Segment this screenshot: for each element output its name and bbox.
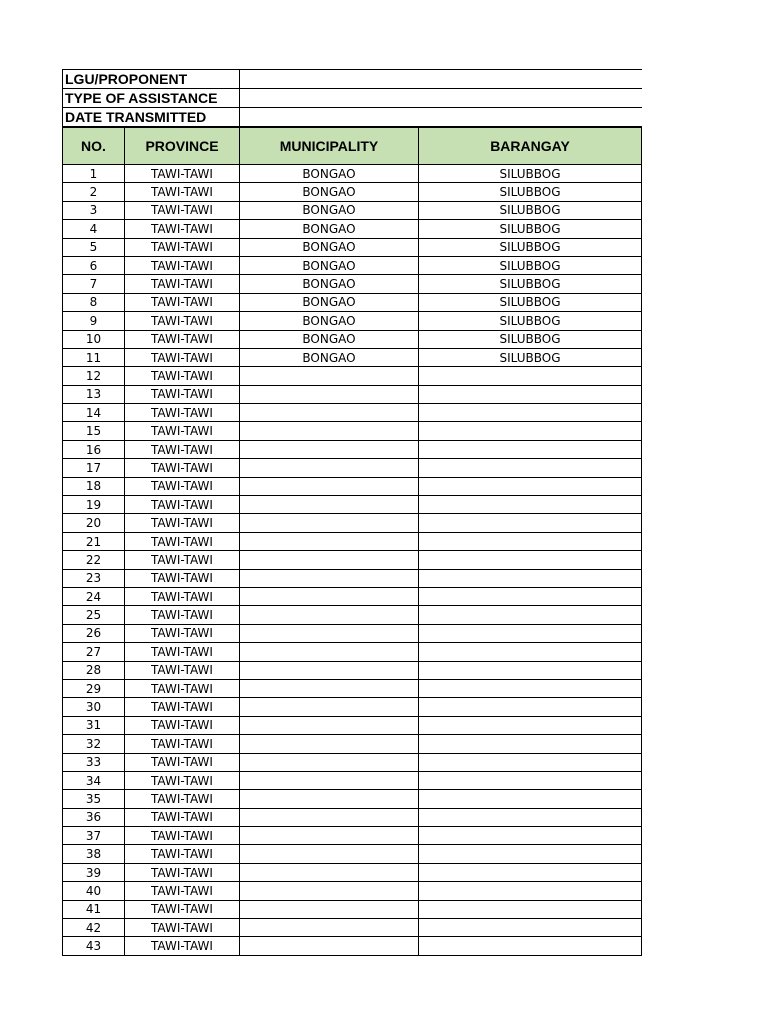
cell-no[interactable]: 12 bbox=[63, 367, 125, 385]
table-row bbox=[63, 165, 642, 183]
cell-barangay[interactable] bbox=[419, 422, 642, 440]
cell-province[interactable]: TAWI-TAWI bbox=[125, 165, 240, 183]
cell-municipality[interactable] bbox=[240, 569, 419, 587]
cell-no[interactable]: 43 bbox=[63, 937, 125, 955]
cell-no[interactable]: 39 bbox=[63, 863, 125, 881]
cell-no[interactable]: 8 bbox=[63, 293, 125, 311]
cell-barangay[interactable] bbox=[419, 827, 642, 845]
cell-province[interactable]: TAWI-TAWI bbox=[125, 496, 240, 514]
table-row bbox=[63, 183, 642, 201]
cell-municipality[interactable] bbox=[240, 532, 419, 550]
cell-barangay[interactable]: SILUBBOG bbox=[419, 220, 642, 238]
cell-barangay[interactable] bbox=[419, 698, 642, 716]
meta-row-date bbox=[63, 108, 642, 127]
cell-barangay[interactable] bbox=[419, 900, 642, 918]
cell-no[interactable]: 24 bbox=[63, 587, 125, 605]
cell-municipality[interactable]: BONGAO bbox=[240, 275, 419, 293]
cell-province[interactable]: TAWI-TAWI bbox=[125, 937, 240, 955]
cell-no[interactable]: 14 bbox=[63, 404, 125, 422]
spreadsheet-sheet bbox=[62, 69, 641, 956]
cell-barangay[interactable] bbox=[419, 735, 642, 753]
cell-barangay[interactable] bbox=[419, 569, 642, 587]
cell-municipality[interactable] bbox=[240, 477, 419, 495]
cell-barangay[interactable] bbox=[419, 496, 642, 514]
table-row bbox=[63, 716, 642, 734]
cell-province[interactable]: TAWI-TAWI bbox=[125, 845, 240, 863]
table-row bbox=[63, 440, 642, 458]
cell-barangay[interactable] bbox=[419, 716, 642, 734]
cell-province[interactable]: TAWI-TAWI bbox=[125, 643, 240, 661]
cell-no[interactable]: 25 bbox=[63, 606, 125, 624]
cell-province[interactable]: TAWI-TAWI bbox=[125, 514, 240, 532]
cell-barangay[interactable] bbox=[419, 532, 642, 550]
cell-municipality[interactable]: BONGAO bbox=[240, 330, 419, 348]
cell-no[interactable]: 41 bbox=[63, 900, 125, 918]
cell-barangay[interactable] bbox=[419, 459, 642, 477]
cell-municipality[interactable]: BONGAO bbox=[240, 183, 419, 201]
cell-municipality[interactable] bbox=[240, 661, 419, 679]
cell-province[interactable]: TAWI-TAWI bbox=[125, 293, 240, 311]
table-row bbox=[63, 514, 642, 532]
cell-municipality[interactable] bbox=[240, 404, 419, 422]
table-row bbox=[63, 275, 642, 293]
cell-no[interactable]: 19 bbox=[63, 496, 125, 514]
cell-province[interactable]: TAWI-TAWI bbox=[125, 385, 240, 403]
cell-no[interactable]: 13 bbox=[63, 385, 125, 403]
cell-municipality[interactable] bbox=[240, 771, 419, 789]
cell-no[interactable]: 31 bbox=[63, 716, 125, 734]
cell-province[interactable]: TAWI-TAWI bbox=[125, 440, 240, 458]
cell-municipality[interactable] bbox=[240, 440, 419, 458]
cell-province[interactable]: TAWI-TAWI bbox=[125, 587, 240, 605]
cell-municipality[interactable]: BONGAO bbox=[240, 312, 419, 330]
cell-no[interactable]: 20 bbox=[63, 514, 125, 532]
table-row bbox=[63, 459, 642, 477]
cell-province[interactable]: TAWI-TAWI bbox=[125, 422, 240, 440]
table-row bbox=[63, 348, 642, 366]
table-row bbox=[63, 679, 642, 697]
cell-municipality[interactable]: BONGAO bbox=[240, 238, 419, 256]
cell-no[interactable]: 28 bbox=[63, 661, 125, 679]
cell-province[interactable]: TAWI-TAWI bbox=[125, 790, 240, 808]
table-row bbox=[63, 385, 642, 403]
cell-province[interactable]: TAWI-TAWI bbox=[125, 459, 240, 477]
table-row bbox=[63, 220, 642, 238]
cell-municipality[interactable] bbox=[240, 900, 419, 918]
table-row bbox=[63, 624, 642, 642]
table-row bbox=[63, 735, 642, 753]
table-row bbox=[63, 496, 642, 514]
cell-no[interactable]: 21 bbox=[63, 532, 125, 550]
table-row bbox=[63, 201, 642, 219]
cell-no[interactable]: 35 bbox=[63, 790, 125, 808]
table-row bbox=[63, 863, 642, 881]
table-row bbox=[63, 643, 642, 661]
cell-no[interactable]: 4 bbox=[63, 220, 125, 238]
table-row bbox=[63, 900, 642, 918]
cell-no[interactable]: 17 bbox=[63, 459, 125, 477]
cell-no[interactable]: 29 bbox=[63, 679, 125, 697]
table-row bbox=[63, 661, 642, 679]
cell-barangay[interactable] bbox=[419, 367, 642, 385]
cell-municipality[interactable]: BONGAO bbox=[240, 220, 419, 238]
cell-no[interactable]: 15 bbox=[63, 422, 125, 440]
table-row bbox=[63, 293, 642, 311]
cell-barangay[interactable] bbox=[419, 790, 642, 808]
cell-municipality[interactable] bbox=[240, 587, 419, 605]
cell-municipality[interactable] bbox=[240, 496, 419, 514]
table-row bbox=[63, 606, 642, 624]
table-row bbox=[63, 569, 642, 587]
cell-no[interactable]: 38 bbox=[63, 845, 125, 863]
cell-province[interactable]: TAWI-TAWI bbox=[125, 238, 240, 256]
table-row bbox=[63, 753, 642, 771]
cell-barangay[interactable]: SILUBBOG bbox=[419, 275, 642, 293]
cell-barangay[interactable] bbox=[419, 679, 642, 697]
cell-no[interactable]: 1 bbox=[63, 165, 125, 183]
cell-barangay[interactable] bbox=[419, 551, 642, 569]
cell-municipality[interactable] bbox=[240, 863, 419, 881]
cell-municipality[interactable] bbox=[240, 698, 419, 716]
table-row bbox=[63, 238, 642, 256]
cell-province[interactable]: TAWI-TAWI bbox=[125, 569, 240, 587]
cell-barangay[interactable] bbox=[419, 404, 642, 422]
cell-province[interactable]: TAWI-TAWI bbox=[125, 735, 240, 753]
cell-barangay[interactable] bbox=[419, 863, 642, 881]
cell-barangay[interactable]: SILUBBOG bbox=[419, 256, 642, 274]
cell-barangay[interactable]: SILUBBOG bbox=[419, 312, 642, 330]
cell-barangay[interactable]: SILUBBOG bbox=[419, 348, 642, 366]
cell-municipality[interactable] bbox=[240, 735, 419, 753]
cell-municipality[interactable] bbox=[240, 937, 419, 955]
cell-municipality[interactable] bbox=[240, 643, 419, 661]
cell-barangay[interactable] bbox=[419, 587, 642, 605]
table-row bbox=[63, 771, 642, 789]
cell-province[interactable]: TAWI-TAWI bbox=[125, 275, 240, 293]
cell-municipality[interactable] bbox=[240, 716, 419, 734]
cell-no[interactable]: 33 bbox=[63, 753, 125, 771]
table-row bbox=[63, 919, 642, 937]
beneficiary-table bbox=[62, 127, 642, 956]
cell-no[interactable]: 34 bbox=[63, 771, 125, 789]
meta-value-lgu-proponent[interactable] bbox=[240, 70, 642, 89]
cell-municipality[interactable] bbox=[240, 845, 419, 863]
column-header-no: NO. bbox=[63, 128, 125, 165]
table-row bbox=[63, 367, 642, 385]
cell-municipality[interactable]: BONGAO bbox=[240, 201, 419, 219]
cell-municipality[interactable] bbox=[240, 679, 419, 697]
cell-province[interactable]: TAWI-TAWI bbox=[125, 771, 240, 789]
cell-no[interactable]: 9 bbox=[63, 312, 125, 330]
cell-province[interactable]: TAWI-TAWI bbox=[125, 201, 240, 219]
cell-province[interactable]: TAWI-TAWI bbox=[125, 661, 240, 679]
cell-no[interactable]: 16 bbox=[63, 440, 125, 458]
cell-no[interactable]: 11 bbox=[63, 348, 125, 366]
table-row bbox=[63, 827, 642, 845]
cell-municipality[interactable] bbox=[240, 606, 419, 624]
cell-barangay[interactable] bbox=[419, 440, 642, 458]
cell-municipality[interactable] bbox=[240, 459, 419, 477]
table-row bbox=[63, 330, 642, 348]
meta-label-date-transmitted: DATE TRANSMITTED bbox=[63, 108, 240, 127]
table-row bbox=[63, 808, 642, 826]
cell-barangay[interactable] bbox=[419, 937, 642, 955]
cell-no[interactable]: 3 bbox=[63, 201, 125, 219]
table-row bbox=[63, 551, 642, 569]
cell-province[interactable]: TAWI-TAWI bbox=[125, 716, 240, 734]
cell-municipality[interactable] bbox=[240, 790, 419, 808]
cell-no[interactable]: 42 bbox=[63, 919, 125, 937]
meta-value-type-of-assistance[interactable] bbox=[240, 89, 642, 108]
cell-barangay[interactable] bbox=[419, 882, 642, 900]
table-row bbox=[63, 698, 642, 716]
cell-municipality[interactable]: BONGAO bbox=[240, 256, 419, 274]
cell-municipality[interactable] bbox=[240, 514, 419, 532]
cell-municipality[interactable] bbox=[240, 808, 419, 826]
cell-no[interactable]: 18 bbox=[63, 477, 125, 495]
meta-label-lgu-proponent: LGU/PROPONENT bbox=[63, 70, 240, 89]
cell-province[interactable]: TAWI-TAWI bbox=[125, 882, 240, 900]
table-row bbox=[63, 587, 642, 605]
cell-barangay[interactable]: SILUBBOG bbox=[419, 238, 642, 256]
table-row bbox=[63, 882, 642, 900]
cell-province[interactable]: TAWI-TAWI bbox=[125, 404, 240, 422]
column-header-municipality: MUNICIPALITY bbox=[240, 128, 419, 165]
cell-barangay[interactable]: SILUBBOG bbox=[419, 201, 642, 219]
table-row bbox=[63, 256, 642, 274]
cell-no[interactable]: 26 bbox=[63, 624, 125, 642]
cell-barangay[interactable] bbox=[419, 771, 642, 789]
meta-table bbox=[62, 69, 642, 127]
cell-municipality[interactable] bbox=[240, 753, 419, 771]
cell-no[interactable]: 5 bbox=[63, 238, 125, 256]
cell-municipality[interactable]: BONGAO bbox=[240, 348, 419, 366]
table-row bbox=[63, 532, 642, 550]
cell-municipality[interactable] bbox=[240, 551, 419, 569]
cell-barangay[interactable] bbox=[419, 919, 642, 937]
cell-no[interactable]: 10 bbox=[63, 330, 125, 348]
cell-province[interactable]: TAWI-TAWI bbox=[125, 477, 240, 495]
cell-province[interactable]: TAWI-TAWI bbox=[125, 679, 240, 697]
cell-province[interactable]: TAWI-TAWI bbox=[125, 863, 240, 881]
cell-municipality[interactable] bbox=[240, 882, 419, 900]
column-header-province: PROVINCE bbox=[125, 128, 240, 165]
cell-province[interactable]: TAWI-TAWI bbox=[125, 919, 240, 937]
table-row bbox=[63, 937, 642, 955]
cell-province[interactable]: TAWI-TAWI bbox=[125, 551, 240, 569]
cell-municipality[interactable] bbox=[240, 827, 419, 845]
cell-barangay[interactable] bbox=[419, 661, 642, 679]
cell-municipality[interactable] bbox=[240, 367, 419, 385]
cell-no[interactable]: 2 bbox=[63, 183, 125, 201]
cell-municipality[interactable]: BONGAO bbox=[240, 165, 419, 183]
table-row bbox=[63, 477, 642, 495]
cell-province[interactable]: TAWI-TAWI bbox=[125, 532, 240, 550]
meta-label-type-of-assistance: TYPE OF ASSISTANCE bbox=[63, 89, 240, 108]
cell-municipality[interactable]: BONGAO bbox=[240, 293, 419, 311]
cell-barangay[interactable] bbox=[419, 808, 642, 826]
table-row bbox=[63, 312, 642, 330]
cell-barangay[interactable] bbox=[419, 845, 642, 863]
cell-province[interactable]: TAWI-TAWI bbox=[125, 900, 240, 918]
cell-no[interactable]: 27 bbox=[63, 643, 125, 661]
cell-municipality[interactable] bbox=[240, 422, 419, 440]
cell-province[interactable]: TAWI-TAWI bbox=[125, 606, 240, 624]
cell-no[interactable]: 32 bbox=[63, 735, 125, 753]
cell-barangay[interactable] bbox=[419, 624, 642, 642]
meta-value-date-transmitted[interactable] bbox=[240, 108, 642, 127]
cell-municipality[interactable] bbox=[240, 919, 419, 937]
column-header-barangay: BARANGAY bbox=[419, 128, 642, 165]
table-row bbox=[63, 404, 642, 422]
table-row bbox=[63, 845, 642, 863]
cell-province[interactable]: TAWI-TAWI bbox=[125, 330, 240, 348]
cell-no[interactable]: 22 bbox=[63, 551, 125, 569]
cell-barangay[interactable] bbox=[419, 643, 642, 661]
cell-barangay[interactable]: SILUBBOG bbox=[419, 330, 642, 348]
cell-barangay[interactable] bbox=[419, 753, 642, 771]
cell-barangay[interactable] bbox=[419, 514, 642, 532]
cell-municipality[interactable] bbox=[240, 385, 419, 403]
table-row bbox=[63, 790, 642, 808]
cell-province[interactable]: TAWI-TAWI bbox=[125, 827, 240, 845]
cell-province[interactable]: TAWI-TAWI bbox=[125, 367, 240, 385]
cell-province[interactable]: TAWI-TAWI bbox=[125, 256, 240, 274]
cell-province[interactable]: TAWI-TAWI bbox=[125, 348, 240, 366]
meta-row-type bbox=[63, 89, 642, 108]
table-body bbox=[63, 165, 642, 956]
cell-province[interactable]: TAWI-TAWI bbox=[125, 808, 240, 826]
cell-no[interactable]: 36 bbox=[63, 808, 125, 826]
cell-province[interactable]: TAWI-TAWI bbox=[125, 183, 240, 201]
cell-municipality[interactable] bbox=[240, 624, 419, 642]
cell-province[interactable]: TAWI-TAWI bbox=[125, 624, 240, 642]
cell-province[interactable]: TAWI-TAWI bbox=[125, 698, 240, 716]
cell-barangay[interactable]: SILUBBOG bbox=[419, 183, 642, 201]
table-header-row bbox=[63, 128, 642, 165]
cell-province[interactable]: TAWI-TAWI bbox=[125, 312, 240, 330]
cell-barangay[interactable] bbox=[419, 385, 642, 403]
cell-province[interactable]: TAWI-TAWI bbox=[125, 753, 240, 771]
cell-no[interactable]: 40 bbox=[63, 882, 125, 900]
cell-no[interactable]: 7 bbox=[63, 275, 125, 293]
cell-barangay[interactable] bbox=[419, 477, 642, 495]
cell-no[interactable]: 30 bbox=[63, 698, 125, 716]
cell-barangay[interactable]: SILUBBOG bbox=[419, 165, 642, 183]
cell-barangay[interactable]: SILUBBOG bbox=[419, 293, 642, 311]
cell-province[interactable]: TAWI-TAWI bbox=[125, 220, 240, 238]
table-row bbox=[63, 422, 642, 440]
cell-no[interactable]: 23 bbox=[63, 569, 125, 587]
cell-no[interactable]: 6 bbox=[63, 256, 125, 274]
cell-barangay[interactable] bbox=[419, 606, 642, 624]
meta-row-lgu bbox=[63, 70, 642, 89]
cell-no[interactable]: 37 bbox=[63, 827, 125, 845]
